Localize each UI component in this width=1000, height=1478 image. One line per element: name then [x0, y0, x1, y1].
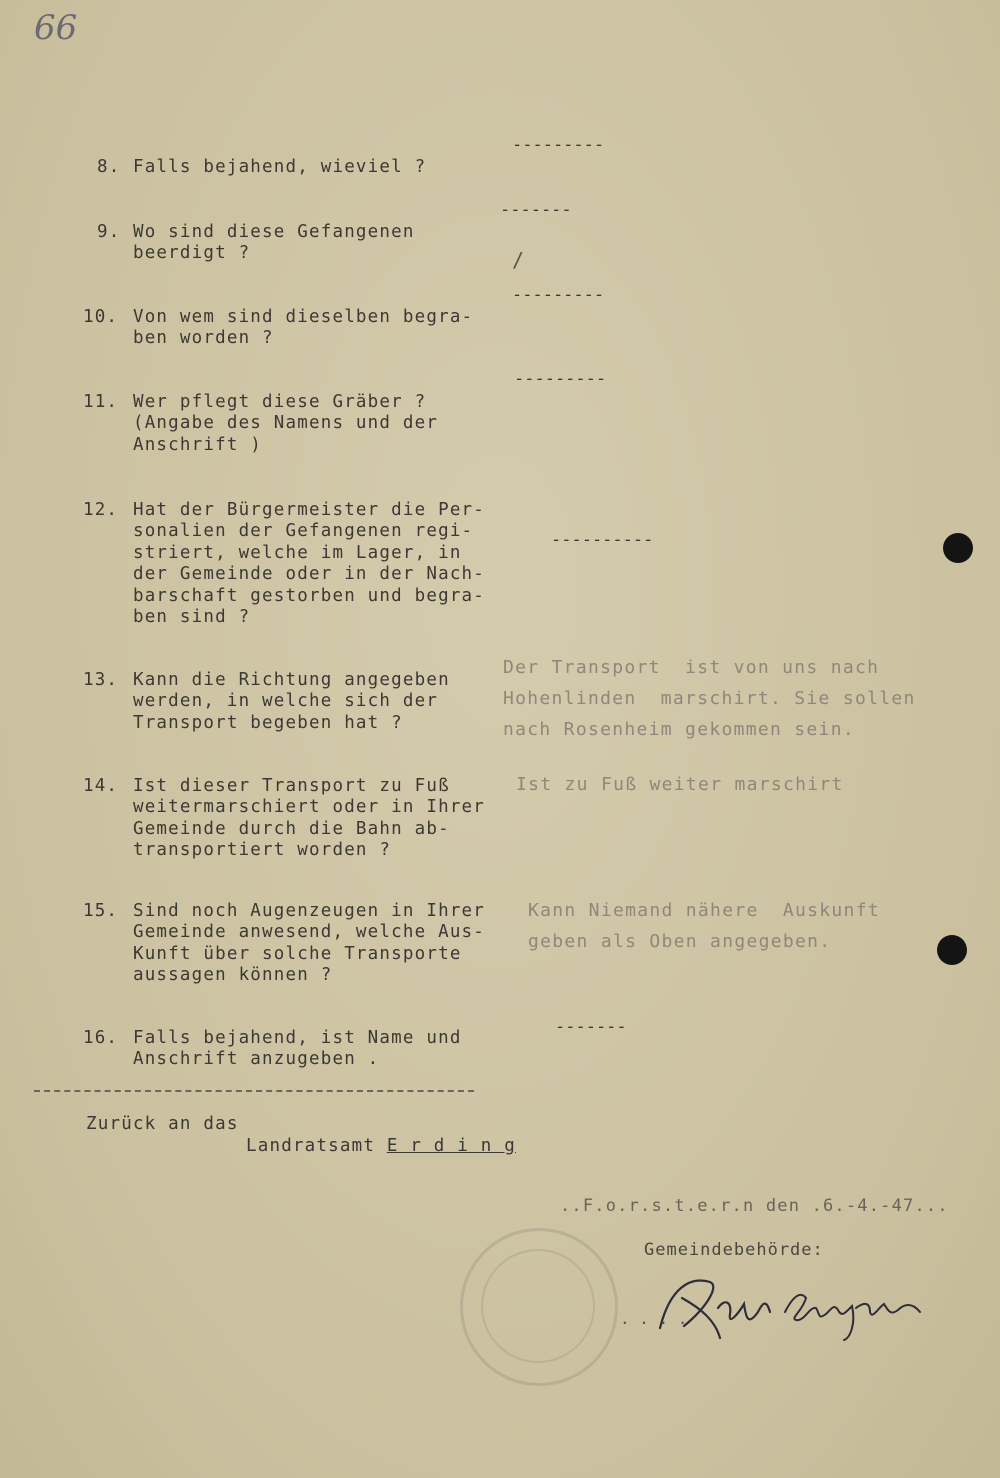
question-number: 10. [82, 306, 119, 327]
punch-hole-upper [943, 533, 973, 563]
question-text: Ist dieser Transport zu Fuß weitermarschiert oder in Ihrer Gemeinde durch die Bahn ab- transportiert worden ? [132, 775, 486, 860]
place-date: ..F.o.r.s.t.e.r.n den .6.-4.-47... [560, 1196, 949, 1216]
question-text: Von wem sind dieselben begra- ben worden ? [132, 306, 474, 348]
question-13 [36, 648, 476, 756]
answer-blank-16: ------- [555, 1017, 627, 1037]
return-office: Landratsamt [246, 1136, 387, 1156]
question-9 [36, 200, 476, 286]
stamp-inner-ring [481, 1249, 595, 1363]
question-16 [36, 1006, 476, 1092]
question-number: 14. [82, 775, 119, 796]
return-line-1: Zurück an das [86, 1114, 239, 1134]
return-place: E r d i n g [386, 1136, 516, 1156]
question-number: 16. [82, 1027, 119, 1048]
question-15 [36, 879, 486, 1008]
authority-label: Gemeindebehörde: [644, 1240, 824, 1260]
question-text: Wo sind diese Gefangenen beerdigt ? [132, 221, 415, 263]
handwritten-signature [620, 1268, 940, 1348]
question-number: 13. [82, 669, 119, 690]
question-text: Falls bejahend, wieviel ? [132, 156, 427, 177]
question-11 [36, 370, 476, 478]
question-text: Sind noch Augenzeugen in Ihrer Gemeinde anwesend, welche Aus- Kunft über solche Transporte aussagen können ? [132, 900, 486, 985]
question-number: 9. [96, 221, 121, 242]
question-12 [36, 478, 486, 650]
question-text: Falls bejahend, ist Name und Anschrift anzugeben . [132, 1027, 462, 1069]
answer-blank-10: --------- [512, 285, 605, 305]
answer-blank-11: --------- [514, 369, 607, 389]
page-number: 66 [34, 8, 78, 48]
answer-blank-8: --------- [512, 135, 605, 155]
question-number: 15. [82, 900, 119, 921]
question-text: Kann die Richtung angegeben werden, in welche sich der Transport begeben hat ? [132, 669, 450, 733]
municipal-stamp [460, 1228, 618, 1386]
question-number: 8. [96, 156, 121, 177]
question-10 [36, 285, 476, 371]
question-number: 11. [82, 391, 119, 412]
pencil-mark: / [512, 248, 525, 272]
question-14 [36, 754, 486, 883]
question-number: 12. [82, 499, 119, 520]
question-text: Hat der Bürgermeister die Per- sonalien der Gefangenen regi- striert, welche im Lager, in der Gemeinde oder in der Nach- barschaft gestorben und begra- ben sind ? [132, 499, 486, 627]
separator-line [34, 1090, 474, 1092]
question-text: Wer pflegt diese Gräber ? (Angabe des Namens und der Anschrift ) [132, 391, 439, 455]
answer-14: Ist zu Fuß weiter marschirt [516, 774, 844, 795]
return-line-2 [246, 1136, 516, 1156]
answer-13: Der Transport ist von uns nach Hohenlinden marschirt. Sie sollen nach Rosenheim gekommen sein. [503, 657, 916, 740]
punch-hole-lower [937, 935, 967, 965]
answer-15: Kann Niemand nähere Auskunft geben als Oben angegeben. [528, 900, 880, 952]
answer-blank-12: ---------- [551, 530, 654, 550]
signature-dots: . . . . [620, 1309, 688, 1328]
answer-blank-9: ------- [500, 200, 572, 220]
question-8 [36, 135, 476, 200]
